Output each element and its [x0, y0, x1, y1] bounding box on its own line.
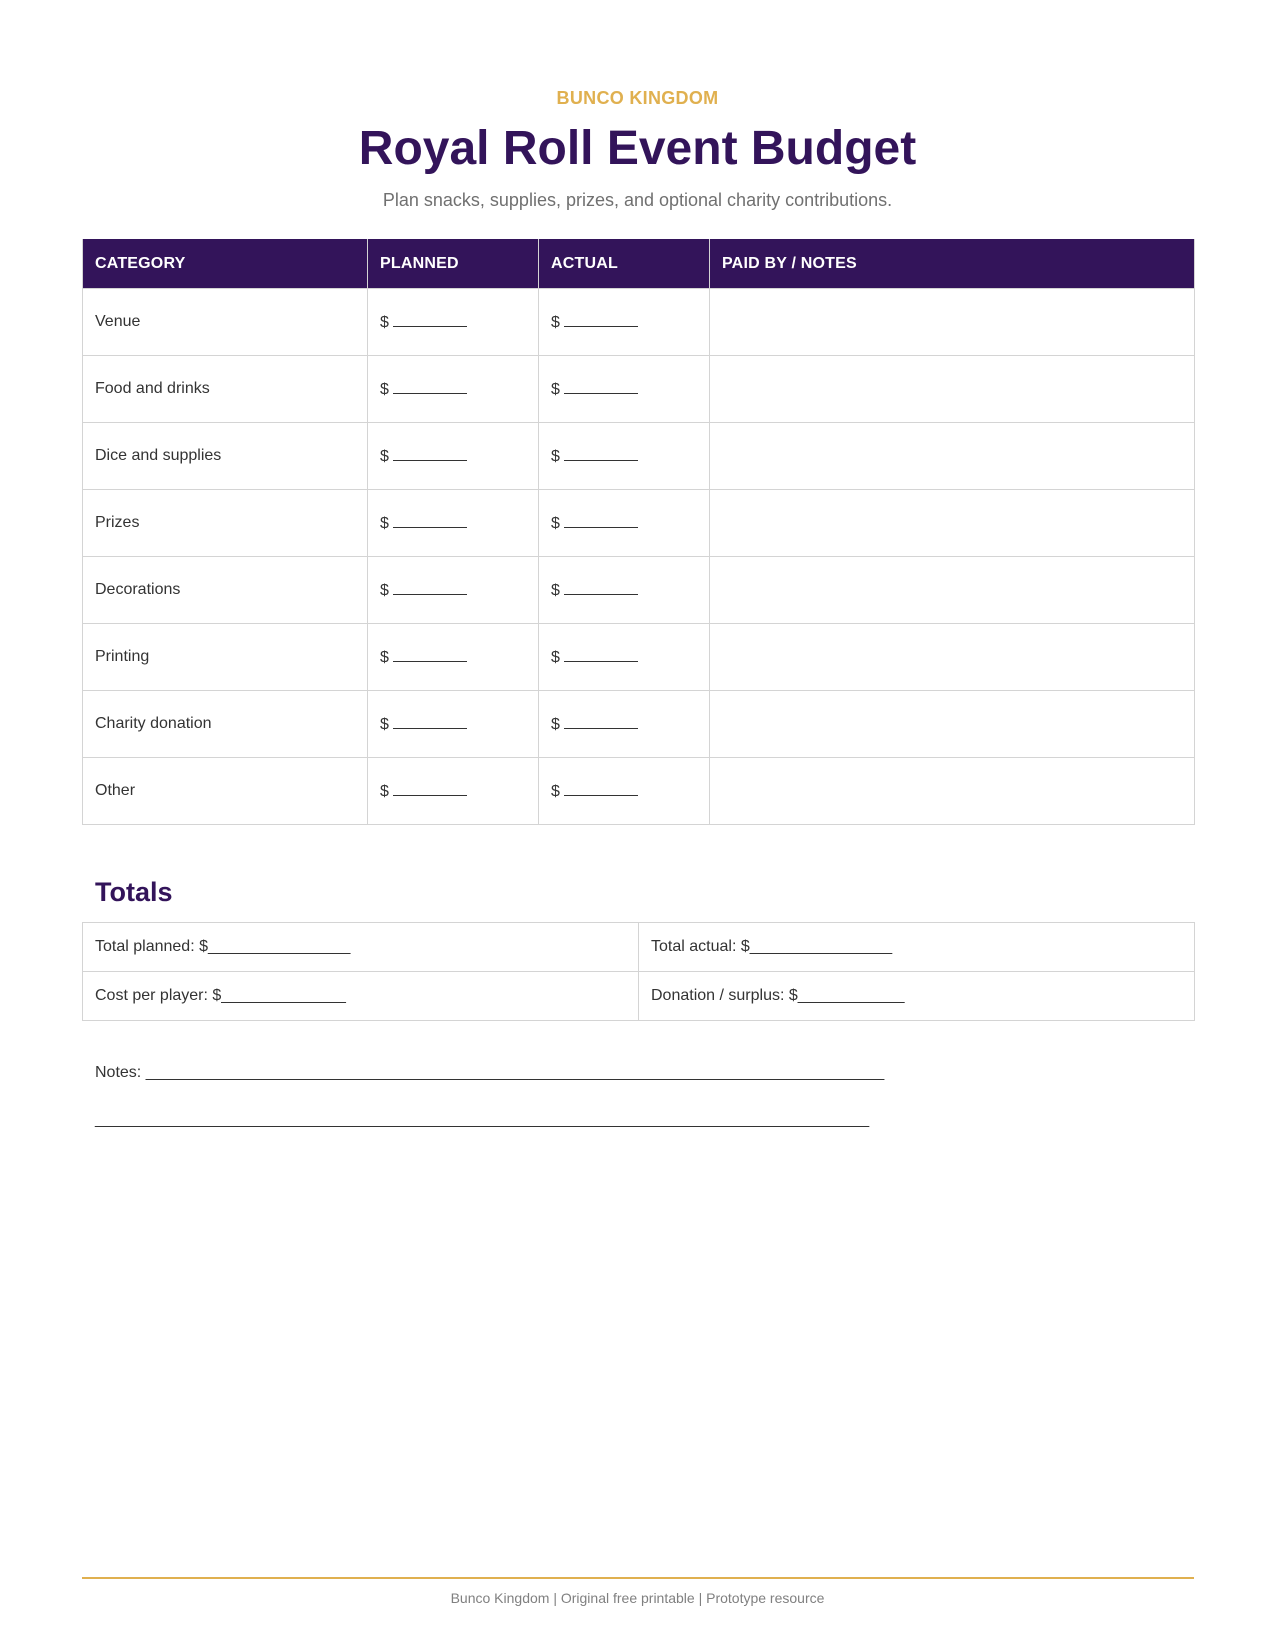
actual-amount-field[interactable]	[539, 423, 710, 490]
amount-blank-line[interactable]	[393, 580, 467, 595]
paid-by-notes-field[interactable]	[710, 356, 1195, 423]
amount-blank-line[interactable]	[393, 446, 467, 461]
amount-blank-line[interactable]	[393, 513, 467, 528]
planned-amount-field[interactable]	[368, 289, 539, 356]
paid-by-notes-field[interactable]	[710, 423, 1195, 490]
donation-surplus-field[interactable]: Donation / surplus: $____________	[639, 972, 1195, 1021]
category-cell: Printing	[83, 624, 368, 691]
paid-by-notes-field[interactable]	[710, 624, 1195, 691]
category-cell: Dice and supplies	[83, 423, 368, 490]
planned-amount-field[interactable]	[368, 624, 539, 691]
column-header-category: CATEGORY	[83, 239, 368, 289]
paid-by-notes-field[interactable]	[710, 758, 1195, 825]
actual-amount-field[interactable]	[539, 557, 710, 624]
currency-symbol: $	[551, 582, 560, 599]
actual-amount-field[interactable]	[539, 691, 710, 758]
totals-row	[83, 972, 1195, 1021]
planned-amount-field[interactable]	[368, 691, 539, 758]
currency-symbol: $	[380, 448, 389, 465]
amount-blank-line[interactable]	[564, 647, 638, 662]
footer-text: Bunco Kingdom | Original free printable | Prototype resource	[450, 1590, 825, 1606]
currency-symbol: $	[551, 381, 560, 398]
table-row	[83, 356, 1195, 423]
table-row	[83, 624, 1195, 691]
footer-divider	[82, 1577, 1194, 1579]
actual-amount-field[interactable]	[539, 490, 710, 557]
currency-symbol: $	[551, 515, 560, 532]
amount-blank-line[interactable]	[564, 513, 638, 528]
paid-by-notes-field[interactable]	[710, 691, 1195, 758]
currency-symbol: $	[551, 314, 560, 331]
amount-blank-line[interactable]	[564, 312, 638, 327]
amount-blank-line[interactable]	[564, 446, 638, 461]
planned-amount-field[interactable]	[368, 356, 539, 423]
currency-symbol: $	[380, 716, 389, 733]
cost-per-player-field[interactable]: Cost per player: $______________	[83, 972, 639, 1021]
category-cell: Decorations	[83, 557, 368, 624]
table-row	[83, 758, 1195, 825]
actual-amount-field[interactable]	[539, 356, 710, 423]
table-row	[83, 289, 1195, 356]
column-header-paid-by-notes: PAID BY / NOTES	[710, 239, 1195, 289]
amount-blank-line[interactable]	[393, 647, 467, 662]
currency-symbol: $	[551, 448, 560, 465]
page-title: Royal Roll Event Budget	[358, 122, 917, 175]
totals-heading: Totals	[95, 877, 173, 907]
currency-symbol: $	[380, 783, 389, 800]
total-actual-field[interactable]: Total actual: $________________	[639, 923, 1195, 972]
currency-symbol: $	[551, 716, 560, 733]
category-cell: Venue	[83, 289, 368, 356]
planned-amount-field[interactable]	[368, 423, 539, 490]
paid-by-notes-field[interactable]	[710, 289, 1195, 356]
budget-header-row	[83, 239, 1195, 289]
brand-label: BUNCO KINGDOM	[556, 88, 719, 108]
table-row	[83, 490, 1195, 557]
amount-blank-line[interactable]	[393, 379, 467, 394]
amount-blank-line[interactable]	[393, 714, 467, 729]
total-planned-field[interactable]: Total planned: $________________	[83, 923, 639, 972]
category-cell: Other	[83, 758, 368, 825]
category-cell: Food and drinks	[83, 356, 368, 423]
currency-symbol: $	[380, 649, 389, 666]
planned-amount-field[interactable]	[368, 557, 539, 624]
currency-symbol: $	[380, 515, 389, 532]
amount-blank-line[interactable]	[393, 781, 467, 796]
notes-line-2[interactable]: _______________________________________________________________________________________	[95, 1111, 870, 1128]
budget-table-body	[83, 289, 1195, 825]
currency-symbol: $	[380, 582, 389, 599]
amount-blank-line[interactable]	[564, 379, 638, 394]
planned-amount-field[interactable]	[368, 490, 539, 557]
table-row	[83, 423, 1195, 490]
amount-blank-line[interactable]	[564, 714, 638, 729]
table-row	[83, 691, 1195, 758]
totals-table	[82, 922, 1195, 1021]
category-cell: Prizes	[83, 490, 368, 557]
actual-amount-field[interactable]	[539, 289, 710, 356]
paid-by-notes-field[interactable]	[710, 557, 1195, 624]
currency-symbol: $	[380, 314, 389, 331]
currency-symbol: $	[551, 649, 560, 666]
budget-table	[82, 239, 1195, 825]
currency-symbol: $	[551, 783, 560, 800]
actual-amount-field[interactable]	[539, 624, 710, 691]
totals-row	[83, 923, 1195, 972]
amount-blank-line[interactable]	[564, 781, 638, 796]
actual-amount-field[interactable]	[539, 758, 710, 825]
amount-blank-line[interactable]	[564, 580, 638, 595]
column-header-planned: PLANNED	[368, 239, 539, 289]
amount-blank-line[interactable]	[393, 312, 467, 327]
notes-line-1[interactable]: Notes: ___________________________________________________________________________________	[95, 1064, 885, 1081]
category-cell: Charity donation	[83, 691, 368, 758]
paid-by-notes-field[interactable]	[710, 490, 1195, 557]
currency-symbol: $	[380, 381, 389, 398]
table-row	[83, 557, 1195, 624]
page-subtitle: Plan snacks, supplies, prizes, and optional charity contributions.	[382, 190, 893, 210]
planned-amount-field[interactable]	[368, 758, 539, 825]
column-header-actual: ACTUAL	[539, 239, 710, 289]
